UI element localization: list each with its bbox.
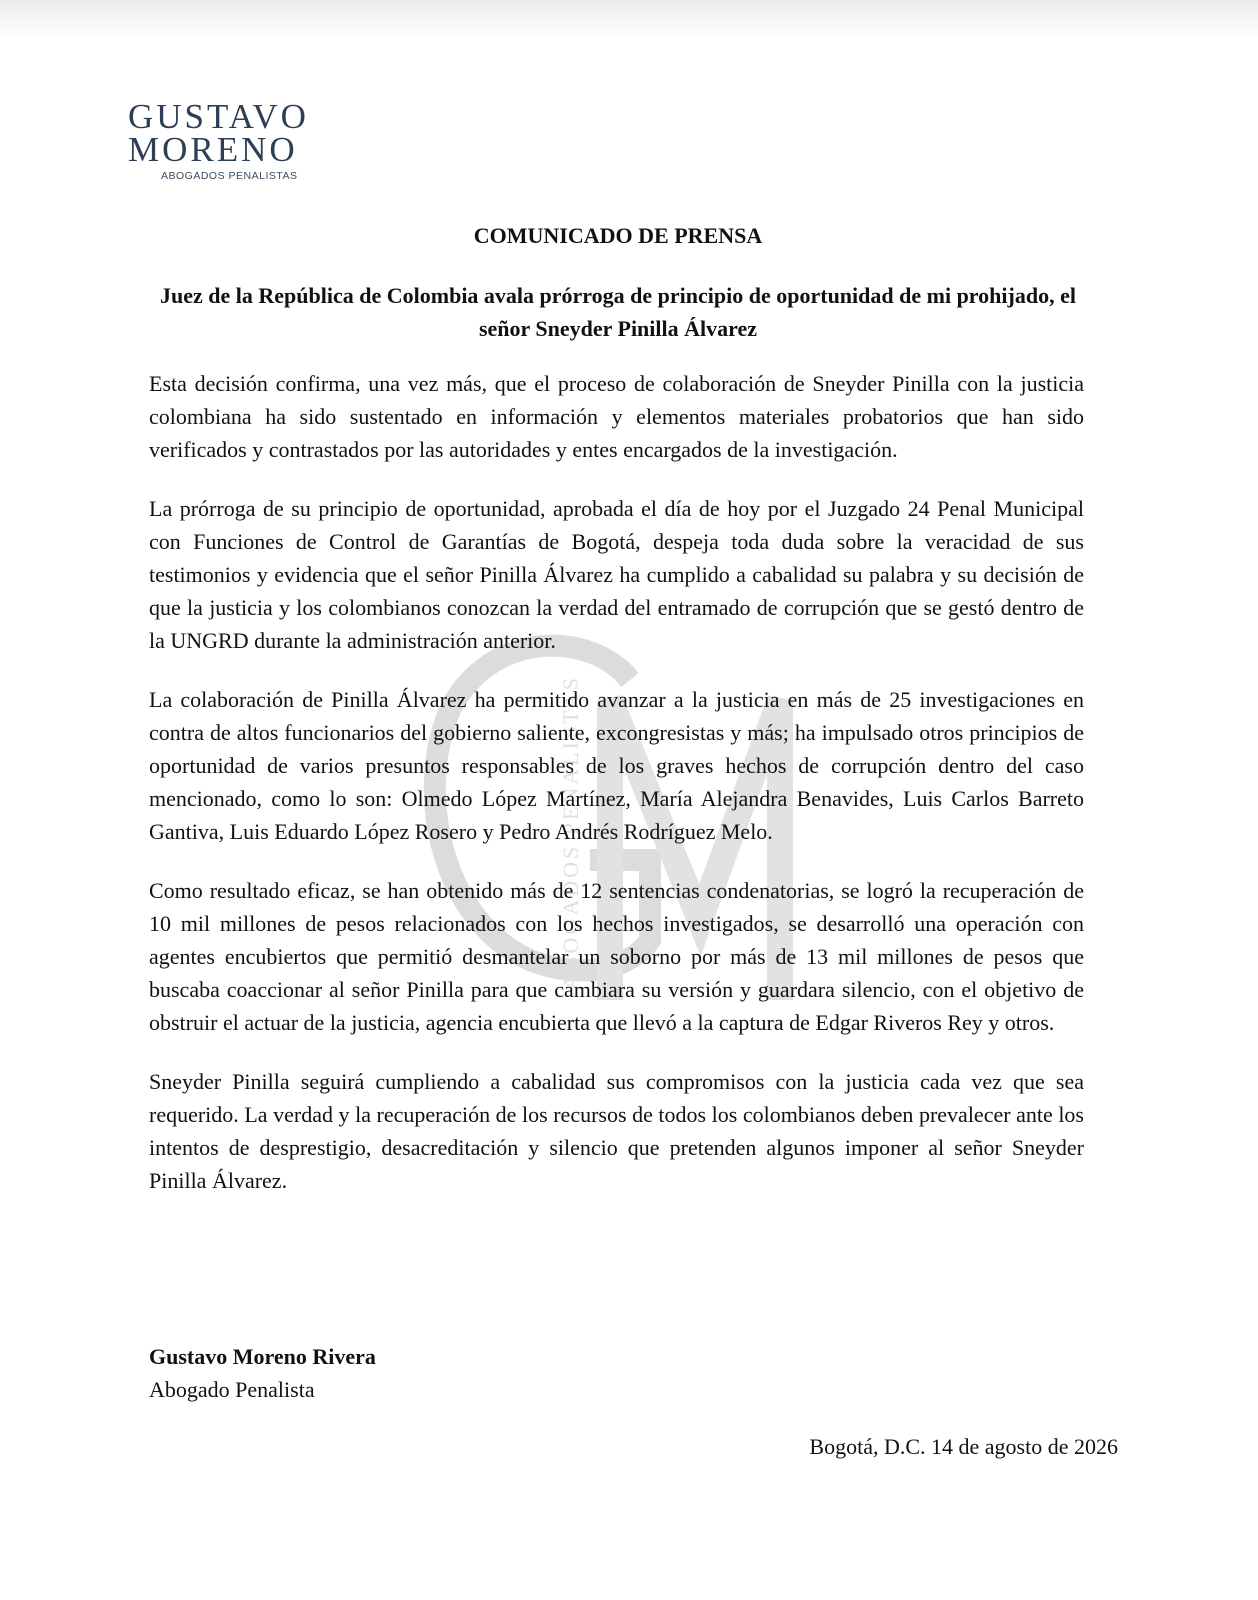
press-release-heading: COMUNICADO DE PRENSA (473, 223, 763, 248)
firm-logo (128, 97, 348, 182)
watermark-logotype: ABOGADOS PENALISTAS (558, 675, 583, 990)
paragraph: Como resultado eficaz, se han obtenido más de 12 sentencias condenatorias, se logró la recuperación de 10 mil millones de pesos relacionados con los hechos investigados, se desarrolló una operación con agentes encubiertos que permitió desmantelar un soborno por más de 13 mil millones de pesos que buscaba coaccionar al señor Pinilla para que cambiara su versión y guardara silencio, con el objetivo de obstruir el actuar de la justicia, agencia encubierta que llevó a la captura de Edgar Riveros Rey y otros. (149, 878, 1084, 1035)
date-line: Bogotá, D.C. 14 de agosto de 2026 (809, 1434, 1118, 1459)
signatory-title: Abogado Penalista (149, 1377, 315, 1402)
signature-block (149, 1340, 376, 1406)
press-release-body (149, 367, 1084, 1223)
page-edge-shadow (0, 0, 1258, 40)
press-release-subheading: Juez de la República de Colombia avala prórroga de principio de oportunidad de mi prohijado, el señor Sneyder Pinilla Álvarez (160, 283, 1076, 341)
paragraph: La prórroga de su principio de oportunidad, aprobada el día de hoy por el Juzgado 24 Penal Municipal con Funciones de Control de Garantías de Bogotá, despeja toda duda sobre la veracidad de sus testimonios y evidencia que el señor Pinilla Álvarez ha cumplido a cabalidad su palabra y su decisión de que la justicia y los colombianos conozcan la verdad del entramado de corrupción que se gestó dentro de la UNGRD durante la administración anterior. (149, 496, 1084, 653)
logo-line-2: MORENO (128, 130, 298, 169)
logo-line-1: GUSTAVO (128, 97, 309, 136)
paragraph: Esta decisión confirma, una vez más, que el proceso de colaboración de Sneyder Pinilla con la justicia colombiana ha sido sustentado en información y elementos materiales probatorios que han sido verificados y contrastados por las autoridades y entes encargados de la investigación. (149, 371, 1084, 462)
signatory-name: Gustavo Moreno Rivera (149, 1344, 376, 1369)
paragraph: La colaboración de Pinilla Álvarez ha permitido avanzar a la justicia en más de 25 investigaciones en contra de altos funcionarios del gobierno saliente, excongresistas y más; ha impulsado otros principios de oportunidad de varios presuntos responsables de los graves hechos de corrupción dentro del caso mencionado, como lo son: Olmedo López Martínez, María Alejandra Benavides, Luis Carlos Barreto Gantiva, Luis Eduardo López Rosero y Pedro Andrés Rodríguez Melo. (149, 687, 1084, 844)
paragraph: Sneyder Pinilla seguirá cumpliendo a cabalidad sus compromisos con la justicia cada vez que sea requerido. La verdad y la recuperación de los recursos de todos los colombianos deben prevalecer ante los intentos de desprestigio, desacreditación y silencio que pretenden algunos imponer al señor Sneyder Pinilla Álvarez. (149, 1069, 1084, 1193)
logo-tagline: ABOGADOS PENALISTAS (161, 170, 298, 182)
